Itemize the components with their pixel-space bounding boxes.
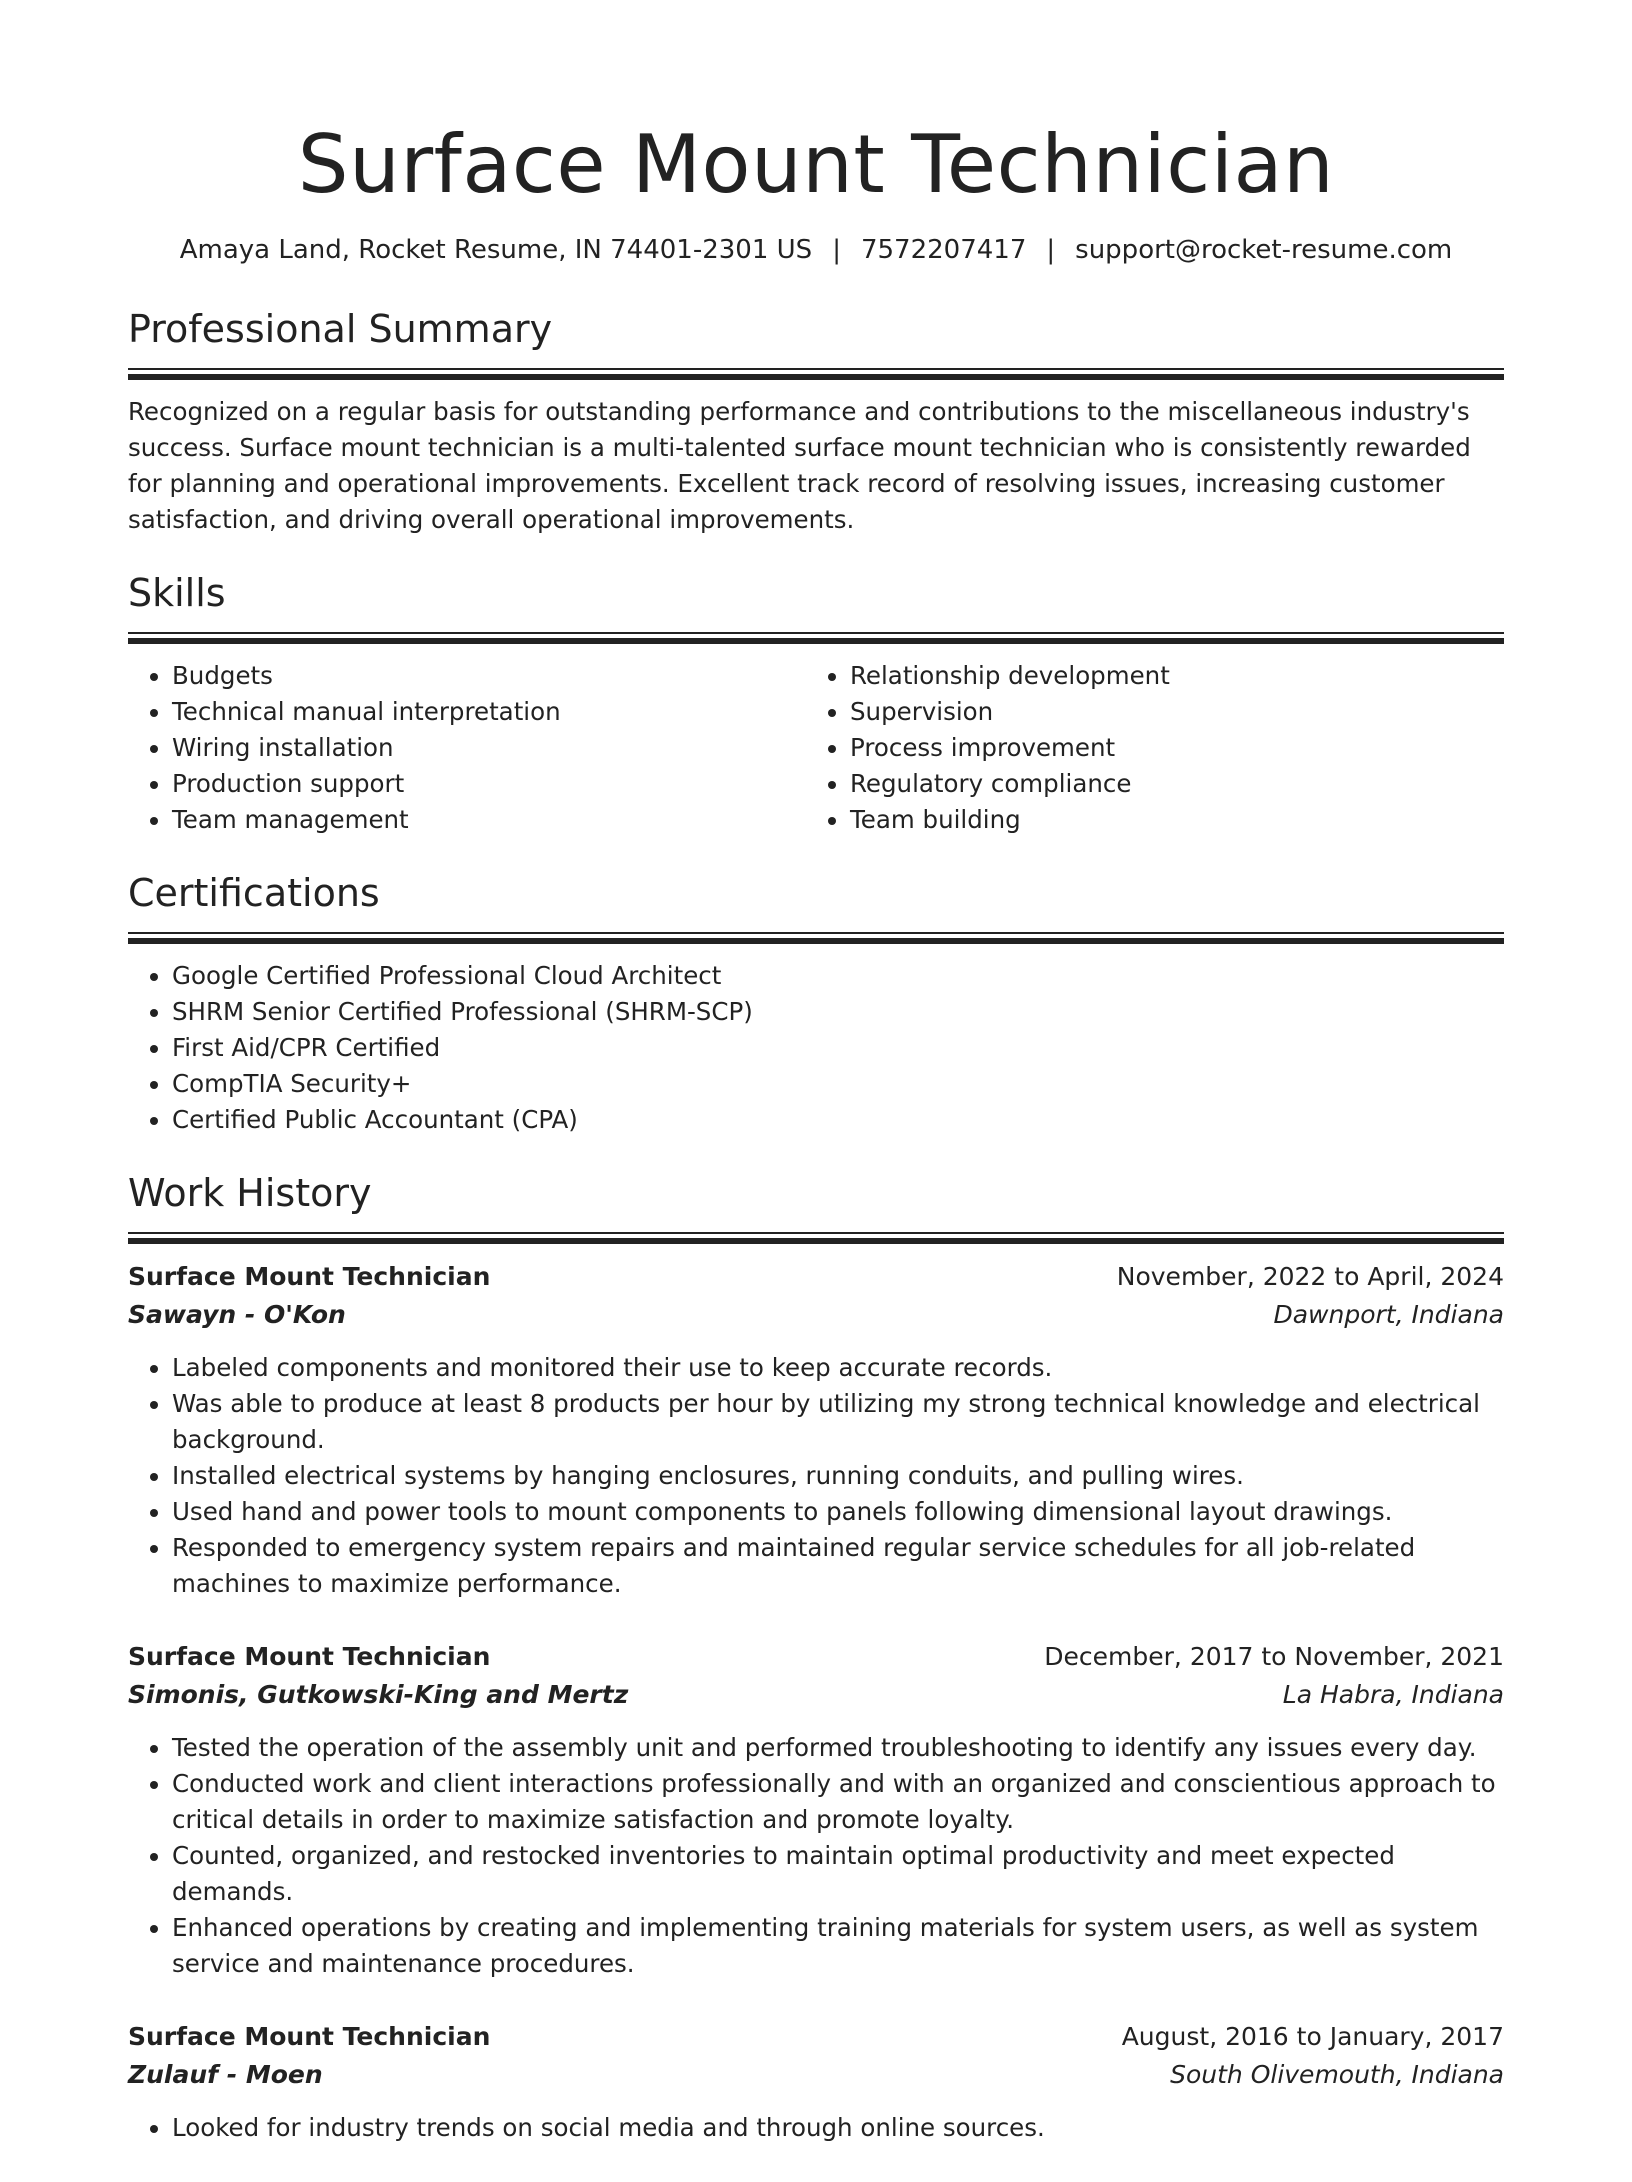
job-company-row [128, 1676, 1504, 1714]
job-bullets [128, 2110, 1504, 2146]
job-bullet: • Installed electrical systems by hanging enclosures, running conduits, and pulling wires. [172, 1458, 1504, 1494]
job-entry [128, 1258, 1504, 1602]
certifications-list [128, 958, 1504, 1138]
job-entry [128, 2018, 1504, 2146]
skills-list-left [128, 658, 806, 838]
certification-item: • CompTIA Security+ [172, 1066, 1504, 1102]
skill-item: • Production support [172, 766, 806, 802]
job-bullet: • Labeled components and monitored their use to keep accurate records. [172, 1350, 1504, 1386]
section-divider [128, 632, 1504, 644]
job-title: Surface Mount Technician [128, 1262, 491, 1291]
work-history-heading: Work History [128, 1171, 372, 1215]
job-bullet: • Responded to emergency system repairs and maintained regular service schedules for all job-related machines to maximize performance. [172, 1530, 1504, 1602]
contact-separator: | [832, 235, 841, 265]
summary-heading: Professional Summary [128, 307, 553, 351]
job-company-row [128, 2056, 1504, 2094]
resume-title: Surface Mount Technician [297, 118, 1335, 211]
skills-columns [128, 658, 1504, 838]
skill-item: • Team building [850, 802, 1484, 838]
certification-item: • First Aid/CPR Certified [172, 1030, 1504, 1066]
job-bullet: • Was able to produce at least 8 products per hour by utilizing my strong technical knowledge and electrical background. [172, 1386, 1504, 1458]
skill-item: • Regulatory compliance [850, 766, 1484, 802]
contact-phone: 7572207417 [860, 235, 1027, 265]
job-header-row [128, 1258, 1504, 1296]
job-company: Zulauf - Moen [128, 2060, 323, 2089]
skill-item: • Team management [172, 802, 806, 838]
section-divider [128, 368, 1504, 380]
job-entry [128, 1638, 1504, 1982]
skill-item: • Relationship development [850, 658, 1484, 694]
job-title: Surface Mount Technician [128, 1642, 491, 1671]
skill-item: • Budgets [172, 658, 806, 694]
work-history-section [128, 1168, 1504, 2146]
job-dates: November, 2022 to April, 2024 [1116, 1262, 1504, 1291]
job-location: South Olivemouth, Indiana [1170, 2060, 1504, 2089]
skill-item: • Technical manual interpretation [172, 694, 806, 730]
job-bullet: • Tested the operation of the assembly unit and performed troubleshooting to identify any issues every day. [172, 1730, 1504, 1766]
job-location: La Habra, Indiana [1282, 1680, 1504, 1709]
contact-address: Amaya Land, Rocket Resume, IN 74401-2301 US [179, 235, 813, 265]
certification-item: • SHRM Senior Certified Professional (SHRM-SCP) [172, 994, 1504, 1030]
resume-page [128, 110, 1504, 2182]
job-bullets [128, 1350, 1504, 1602]
skills-section [128, 568, 1504, 838]
certifications-section [128, 868, 1504, 1138]
summary-text: Recognized on a regular basis for outstanding performance and contributions to the miscellaneous industry's success. Surface mount technician is a multi-talented surface mount technician who is consistently rewarded for planning and operational improvements. Excellent track record of resolving issues, increasing customer satisfaction, and driving overall operational improvements. [128, 397, 1471, 534]
job-bullet: • Conducted work and client interactions professionally and with an organized and conscientious approach to critical details in order to maximize satisfaction and promote loyalty. [172, 1766, 1504, 1838]
job-dates: August, 2016 to January, 2017 [1121, 2022, 1504, 2051]
section-divider [128, 1232, 1504, 1244]
job-bullets [128, 1730, 1504, 1982]
certifications-heading: Certifications [128, 871, 380, 915]
job-bullet: • Counted, organized, and restocked inventories to maintain optimal productivity and meet expected demands. [172, 1838, 1504, 1910]
section-divider [128, 932, 1504, 944]
job-dates: December, 2017 to November, 2021 [1044, 1642, 1504, 1671]
contact-separator: | [1046, 235, 1056, 265]
contact-line [128, 232, 1504, 268]
summary-section [128, 304, 1504, 538]
certification-item: • Google Certified Professional Cloud Architect [172, 958, 1504, 994]
job-bullet: • Looked for industry trends on social media and through online sources. [172, 2110, 1504, 2146]
job-header-row [128, 2018, 1504, 2056]
job-bullet: • Enhanced operations by creating and implementing training materials for system users, as well as system service and maintenance procedures. [172, 1910, 1504, 1982]
skill-item: • Process improvement [850, 730, 1484, 766]
contact-email: support@rocket-resume.com [1075, 235, 1453, 265]
job-location: Dawnport, Indiana [1273, 1300, 1504, 1329]
skills-list-right [806, 658, 1484, 838]
job-header-row [128, 1638, 1504, 1676]
job-title: Surface Mount Technician [128, 2022, 491, 2051]
skills-heading: Skills [128, 571, 226, 615]
skill-item: • Supervision [850, 694, 1484, 730]
job-company-row [128, 1296, 1504, 1334]
skill-item: • Wiring installation [172, 730, 806, 766]
job-company: Sawayn - O'Kon [128, 1300, 346, 1329]
certification-item: • Certified Public Accountant (CPA) [172, 1102, 1504, 1138]
job-company: Simonis, Gutkowski-King and Mertz [128, 1680, 629, 1709]
job-bullet: • Used hand and power tools to mount components to panels following dimensional layout drawings. [172, 1494, 1504, 1530]
